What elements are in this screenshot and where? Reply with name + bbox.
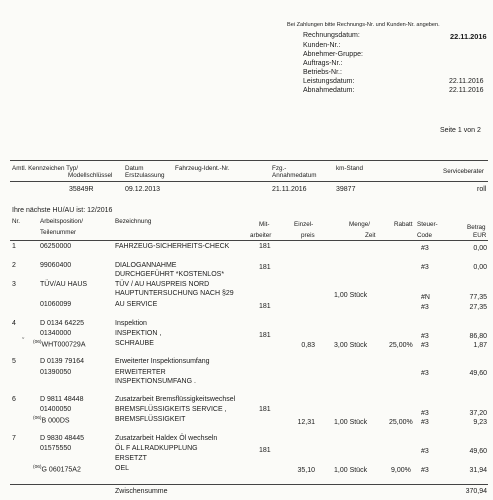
row-nr: 1 [12, 243, 16, 250]
row-part-number: $^{(06)}$G 060175A2 [33, 465, 81, 474]
vehicle-type: 35849R [69, 186, 94, 193]
col-arbeitsposition: Arbeitsposition/ [40, 218, 84, 225]
row-tax-code: #3 [421, 245, 429, 252]
row-description: Erweiterter Inspektionsumfang [115, 358, 210, 365]
col-arbeiter: arbeiter [250, 232, 272, 239]
header-kmstand: km-Stand [336, 165, 363, 172]
divider [10, 484, 488, 485]
row-description: ERWEITERTER [115, 369, 166, 376]
customer-number-label: Kunden-Nr.: [303, 42, 341, 49]
col-nr: Nr. [12, 218, 21, 225]
row-part-number: 01400050 [40, 406, 72, 413]
row-worker: 181 [259, 243, 271, 250]
divider [10, 160, 488, 161]
col-steuer: Steuer- [417, 221, 438, 228]
invoice-date-label: Rechnungsdatum: [303, 32, 360, 39]
row-amount: 0,00 [473, 245, 487, 252]
col-menge: Menge/ [349, 221, 371, 228]
header-fahrzeug: Fahrzeug-Ident.-Nr. [175, 165, 230, 172]
row-tax-code: #3 [421, 342, 429, 349]
row-description: HAUPTUNTERSUCHUNG NACH §29 [115, 290, 234, 297]
row-nr: 7 [12, 435, 16, 442]
row-description: AU SERVICE [115, 301, 158, 308]
row-amount: 49,60 [469, 370, 487, 377]
row-description: OEL [115, 465, 130, 472]
row-worker: 181 [259, 303, 271, 310]
row-amount: 49,60 [469, 448, 487, 455]
row-discount: 25,00% [389, 419, 413, 426]
row-nr: 3 [12, 281, 16, 288]
col-eur: EUR [473, 232, 487, 239]
row-quantity: 1,00 Stück [334, 419, 368, 426]
divider [10, 240, 488, 241]
service-date-label: Leistungsdatum: [303, 78, 355, 85]
row-description: DURCHGEFÜHRT *KOSTENLOS* [115, 271, 225, 278]
order-number-label: Auftrags-Nr.: [303, 60, 343, 67]
header-modell: Modellschlüssel [68, 172, 113, 179]
row-position: 99060400 [40, 262, 72, 269]
operation-number-label: Betriebs-Nr.: [303, 69, 342, 76]
col-einzel: Einzel- [294, 221, 314, 228]
row-description: INSPEKTION , [115, 330, 162, 337]
row-amount: 37,20 [469, 410, 487, 417]
header-fzg: Fzg.- [272, 165, 287, 172]
row-description: BREMSFLÜSSIGKEIT [115, 416, 186, 423]
payment-notice: Bei Zahlungen bitte Rechnungs-Nr. und Kunden-Nr. angeben. [287, 22, 440, 28]
buyer-group-label: Abnehmer-Gruppe: [303, 51, 363, 58]
row-check-mark: ˇ [22, 338, 25, 345]
col-teilenummer: Teilenummer [40, 229, 77, 236]
row-amount: 1,87 [473, 342, 487, 349]
vehicle-first-registration: 09.12.2013 [125, 186, 161, 193]
row-description: SCHRAUBE [115, 340, 154, 347]
row-tax-code: #3 [421, 419, 429, 426]
row-amount: 9,23 [473, 419, 487, 426]
row-unit-price: 12,31 [297, 419, 315, 426]
row-amount: 27,35 [469, 304, 487, 311]
row-amount: 77,35 [469, 294, 487, 301]
row-nr: 4 [12, 320, 16, 327]
row-amount: 31,94 [469, 467, 487, 474]
acceptance-date-label: Abnahmedatum: [303, 87, 355, 94]
col-mit: Mit- [259, 221, 270, 228]
row-tax-code: #3 [421, 264, 429, 271]
col-bezeichnung: Bezeichnung [115, 218, 152, 225]
row-position: 06250000 [40, 243, 72, 250]
service-date: 22.11.2016 [449, 78, 484, 85]
row-worker: 181 [259, 406, 271, 413]
row-tax-code: #N [421, 294, 430, 301]
row-amount: 86,80 [469, 333, 487, 340]
divider [10, 181, 488, 182]
next-inspection-note: Ihre nächste HU/AU ist: 12/2016 [12, 207, 113, 214]
row-position: D 9811 48448 [40, 396, 84, 403]
row-quantity: 1,00 Stück [334, 292, 368, 299]
row-unit-price: 0,83 [301, 342, 315, 349]
row-description: ERSETZT [115, 455, 147, 462]
service-advisor: roll [477, 186, 487, 193]
row-part-number: 01575550 [40, 445, 72, 452]
row-nr: 2 [12, 262, 16, 269]
header-kennzeichen: Amtl. Kennzeichen Typ/ [12, 165, 79, 172]
row-position: D 9830 48445 [40, 435, 84, 442]
col-zeit: Zeit [365, 232, 376, 239]
subtotal-label: Zwischensumme [115, 488, 168, 495]
acceptance-date: 22.11.2016 [449, 87, 484, 94]
row-description: Zusatzarbeit Haldex Öl wechseln [115, 435, 218, 442]
header-erstzulassung: Erstzulassung [125, 172, 165, 179]
row-part-number: 01340000 [40, 330, 72, 337]
row-quantity: 3,00 Stück [334, 342, 368, 349]
row-description: FAHRZEUG-SICHERHEITS-CHECK [115, 243, 230, 250]
row-part-number: 01060099 [40, 301, 72, 308]
row-description: ÖL F ALLRADKUPPLUNG [115, 445, 198, 452]
row-worker: 181 [259, 332, 271, 339]
row-position: D 0134 64225 [40, 320, 84, 327]
row-description: Inspektion [115, 320, 147, 327]
row-amount: 0,00 [473, 264, 487, 271]
col-preis: preis [301, 232, 315, 239]
row-description: TÜV / AU HAUSPREIS NORD [115, 281, 210, 288]
row-discount: 25,00% [389, 342, 413, 349]
col-rabatt: Rabatt [394, 221, 413, 228]
row-worker: 181 [259, 264, 271, 271]
row-nr: 6 [12, 396, 16, 403]
row-part-number: $^{(06)}$WHT000729A [33, 340, 86, 349]
row-part-number: 01390050 [40, 369, 72, 376]
row-tax-code: #3 [421, 370, 429, 377]
header-serviceberater: Serviceberater [443, 168, 484, 175]
invoice-date: 22.11.2016 [450, 32, 487, 41]
row-tax-code: #3 [421, 410, 429, 417]
row-quantity: 1,00 Stück [334, 467, 368, 474]
row-tax-code: #3 [421, 467, 429, 474]
row-discount: 9,00% [391, 467, 411, 474]
col-betrag: Betrag [467, 224, 486, 231]
vehicle-acceptance-date: 21.11.2016 [272, 186, 307, 193]
page-indicator: Seite 1 von 2 [440, 127, 481, 134]
row-tax-code: #3 [421, 304, 429, 311]
row-worker: 181 [259, 447, 271, 454]
subtotal-value: 370,94 [465, 488, 487, 495]
vehicle-mileage: 39877 [336, 186, 356, 193]
header-datum: Datum [125, 165, 144, 172]
row-nr: 5 [12, 358, 16, 365]
row-description: INSPEKTIONSUMFANG . [115, 378, 196, 385]
col-code: Code [417, 232, 433, 239]
row-unit-price: 35,10 [297, 467, 315, 474]
row-description: DIALOGANNAHME [115, 262, 177, 269]
row-position: D 0139 79164 [40, 358, 84, 365]
row-part-number: $^{(06)}$B 000DS [33, 416, 70, 425]
row-description: BREMSFLÜSSIGKEITS SERVICE , [115, 406, 227, 413]
row-tax-code: #3 [421, 333, 429, 340]
row-description: Zusatzarbeit Bremsflüssigkeitswechsel [115, 396, 236, 403]
row-position: TÜV/AU HAUS [40, 281, 88, 288]
row-tax-code: #3 [421, 448, 429, 455]
header-annahmedatum: Annahmedatum [272, 172, 317, 179]
